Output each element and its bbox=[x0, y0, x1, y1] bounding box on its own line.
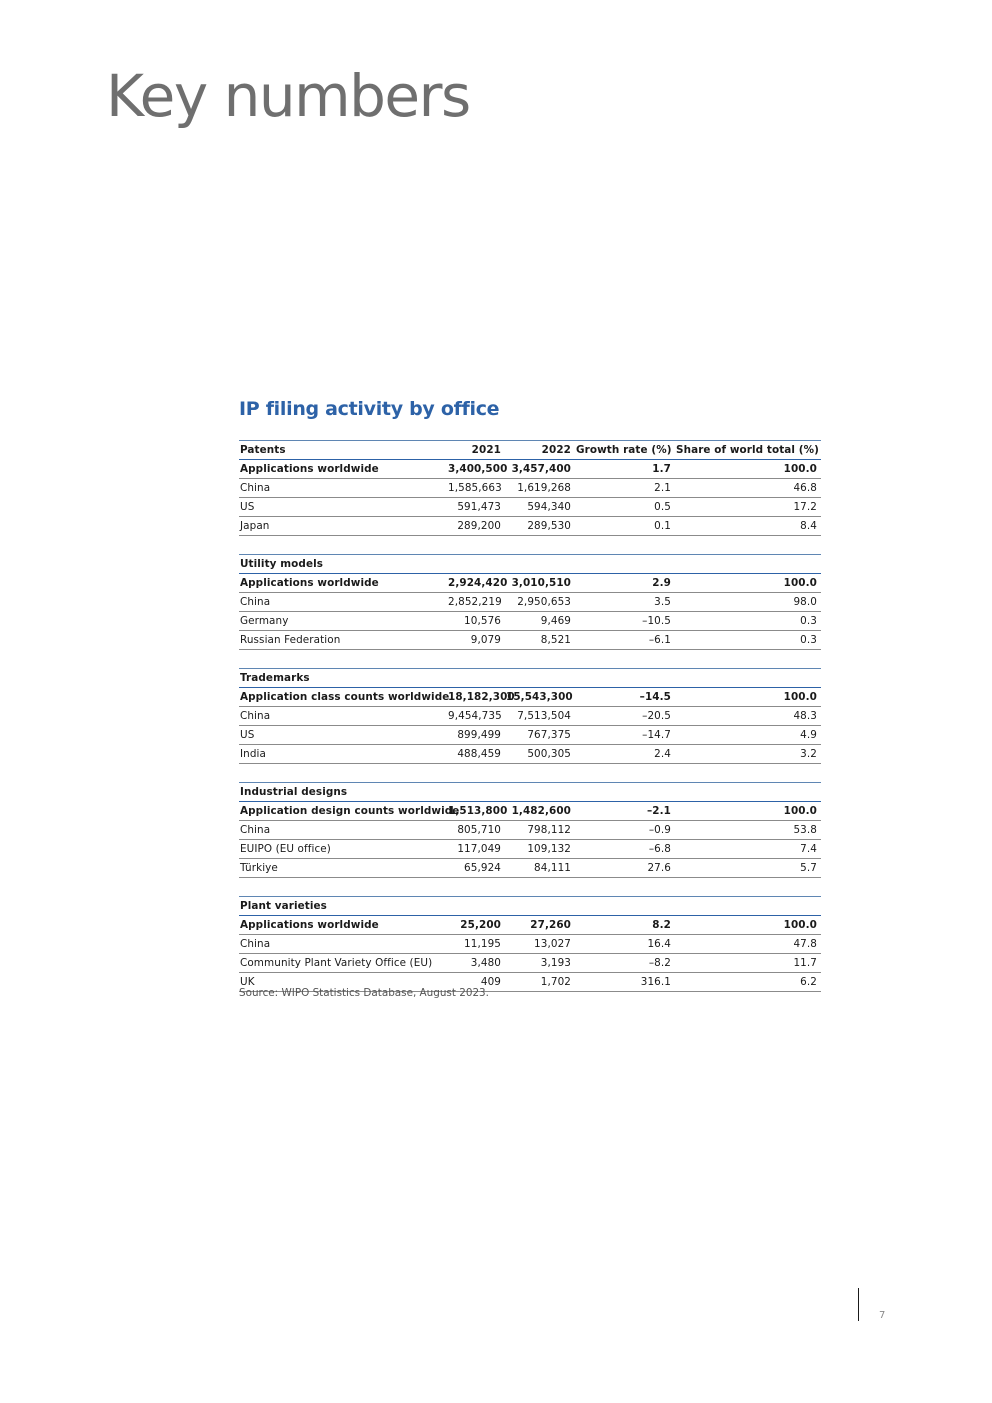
cell-y2021: 2,924,420 bbox=[447, 574, 505, 593]
table-row bbox=[239, 821, 821, 840]
cell-y2021: 11,195 bbox=[447, 935, 505, 954]
cell-y2021: 1,585,663 bbox=[447, 479, 505, 498]
section-spacer bbox=[239, 878, 821, 897]
empty-header-cell bbox=[447, 897, 505, 916]
empty-header-cell bbox=[505, 897, 575, 916]
cell-y2022: 1,702 bbox=[505, 973, 575, 992]
section-spacer bbox=[239, 650, 821, 669]
empty-header-cell bbox=[675, 783, 821, 802]
page-number-divider bbox=[858, 1288, 859, 1321]
cell-share: 6.2 bbox=[675, 973, 821, 992]
total-row bbox=[239, 802, 821, 821]
empty-header-cell bbox=[575, 897, 675, 916]
cell-share: 100.0 bbox=[675, 574, 821, 593]
empty-header-cell bbox=[675, 897, 821, 916]
section-header-row bbox=[239, 669, 821, 688]
cell-y2021: 18,182,300 bbox=[447, 688, 505, 707]
table-row bbox=[239, 593, 821, 612]
row-label: Applications worldwide bbox=[239, 574, 447, 593]
cell-y2021: 899,499 bbox=[447, 726, 505, 745]
cell-y2022: 13,027 bbox=[505, 935, 575, 954]
cell-growth: 2.9 bbox=[575, 574, 675, 593]
row-label: China bbox=[239, 935, 447, 954]
section-heading: Industrial designs bbox=[239, 783, 447, 802]
cell-share: 17.2 bbox=[675, 498, 821, 517]
row-label: US bbox=[239, 498, 447, 517]
row-label: UK bbox=[239, 973, 447, 992]
total-row bbox=[239, 574, 821, 593]
cell-share: 47.8 bbox=[675, 935, 821, 954]
cell-growth: 316.1 bbox=[575, 973, 675, 992]
cell-share: 5.7 bbox=[675, 859, 821, 878]
cell-growth: 2.4 bbox=[575, 745, 675, 764]
cell-y2022: 109,132 bbox=[505, 840, 575, 859]
cell-y2021: 409 bbox=[447, 973, 505, 992]
cell-y2021: 25,200 bbox=[447, 916, 505, 935]
table-row bbox=[239, 840, 821, 859]
cell-y2021: 289,200 bbox=[447, 517, 505, 536]
cell-share: 53.8 bbox=[675, 821, 821, 840]
empty-header-cell bbox=[447, 783, 505, 802]
cell-growth: 2.1 bbox=[575, 479, 675, 498]
cell-y2021: 3,400,500 bbox=[447, 460, 505, 479]
cell-share: 100.0 bbox=[675, 460, 821, 479]
table-row bbox=[239, 726, 821, 745]
cell-share: 8.4 bbox=[675, 517, 821, 536]
cell-share: 100.0 bbox=[675, 802, 821, 821]
cell-growth: 1.7 bbox=[575, 460, 675, 479]
cell-share: 4.9 bbox=[675, 726, 821, 745]
cell-share: 48.3 bbox=[675, 707, 821, 726]
table-title: IP filing activity by office bbox=[239, 398, 500, 420]
cell-y2021: 3,480 bbox=[447, 954, 505, 973]
row-label: US bbox=[239, 726, 447, 745]
column-header-growth: Growth rate (%) bbox=[575, 441, 675, 460]
cell-share: 100.0 bbox=[675, 916, 821, 935]
cell-share: 7.4 bbox=[675, 840, 821, 859]
cell-y2021: 9,079 bbox=[447, 631, 505, 650]
section-spacer bbox=[239, 536, 821, 555]
cell-y2022: 7,513,504 bbox=[505, 707, 575, 726]
total-row bbox=[239, 916, 821, 935]
cell-growth: –6.1 bbox=[575, 631, 675, 650]
table-row bbox=[239, 859, 821, 878]
cell-growth: 3.5 bbox=[575, 593, 675, 612]
cell-share: 3.2 bbox=[675, 745, 821, 764]
empty-header-cell bbox=[675, 555, 821, 574]
cell-y2022: 27,260 bbox=[505, 916, 575, 935]
table-row bbox=[239, 479, 821, 498]
total-row bbox=[239, 460, 821, 479]
cell-y2022: 594,340 bbox=[505, 498, 575, 517]
row-label: Türkiye bbox=[239, 859, 447, 878]
cell-y2021: 2,852,219 bbox=[447, 593, 505, 612]
total-row bbox=[239, 688, 821, 707]
empty-header-cell bbox=[447, 555, 505, 574]
column-header-y2022: 2022 bbox=[505, 441, 575, 460]
row-label: EUIPO (EU office) bbox=[239, 840, 447, 859]
cell-y2022: 15,543,300 bbox=[505, 688, 575, 707]
empty-header-cell bbox=[575, 555, 675, 574]
row-label: Application class counts worldwide bbox=[239, 688, 447, 707]
cell-y2022: 9,469 bbox=[505, 612, 575, 631]
table-row bbox=[239, 954, 821, 973]
empty-header-cell bbox=[675, 669, 821, 688]
row-label: Germany bbox=[239, 612, 447, 631]
row-label: Japan bbox=[239, 517, 447, 536]
cell-y2022: 3,193 bbox=[505, 954, 575, 973]
cell-share: 98.0 bbox=[675, 593, 821, 612]
cell-y2022: 1,482,600 bbox=[505, 802, 575, 821]
row-label: Application design counts worldwide bbox=[239, 802, 447, 821]
cell-growth: –2.1 bbox=[575, 802, 675, 821]
cell-growth: –10.5 bbox=[575, 612, 675, 631]
row-label: India bbox=[239, 745, 447, 764]
ip-filing-table-container bbox=[239, 440, 821, 992]
spacer-cell bbox=[239, 764, 821, 783]
cell-y2022: 500,305 bbox=[505, 745, 575, 764]
cell-y2021: 1,513,800 bbox=[447, 802, 505, 821]
cell-y2021: 65,924 bbox=[447, 859, 505, 878]
row-label: China bbox=[239, 479, 447, 498]
table-row bbox=[239, 745, 821, 764]
cell-growth: 8.2 bbox=[575, 916, 675, 935]
section-header-row bbox=[239, 783, 821, 802]
cell-growth: –6.8 bbox=[575, 840, 675, 859]
table-row bbox=[239, 935, 821, 954]
table-row bbox=[239, 517, 821, 536]
spacer-cell bbox=[239, 536, 821, 555]
cell-y2021: 117,049 bbox=[447, 840, 505, 859]
cell-share: 0.3 bbox=[675, 631, 821, 650]
spacer-cell bbox=[239, 878, 821, 897]
section-spacer bbox=[239, 764, 821, 783]
table-row bbox=[239, 707, 821, 726]
empty-header-cell bbox=[575, 783, 675, 802]
page-title: Key numbers bbox=[106, 62, 470, 130]
cell-y2022: 3,457,400 bbox=[505, 460, 575, 479]
spacer-cell bbox=[239, 650, 821, 669]
table-row bbox=[239, 631, 821, 650]
empty-header-cell bbox=[575, 669, 675, 688]
section-header-row bbox=[239, 441, 821, 460]
row-label: Applications worldwide bbox=[239, 916, 447, 935]
cell-growth: –20.5 bbox=[575, 707, 675, 726]
cell-y2022: 767,375 bbox=[505, 726, 575, 745]
cell-share: 100.0 bbox=[675, 688, 821, 707]
row-label: Applications worldwide bbox=[239, 460, 447, 479]
cell-y2021: 488,459 bbox=[447, 745, 505, 764]
cell-y2021: 9,454,735 bbox=[447, 707, 505, 726]
page-number: 7 bbox=[879, 1310, 886, 1321]
empty-header-cell bbox=[505, 669, 575, 688]
cell-growth: –14.7 bbox=[575, 726, 675, 745]
cell-y2022: 8,521 bbox=[505, 631, 575, 650]
cell-growth: 0.1 bbox=[575, 517, 675, 536]
section-header-row bbox=[239, 555, 821, 574]
cell-y2022: 2,950,653 bbox=[505, 593, 575, 612]
cell-share: 11.7 bbox=[675, 954, 821, 973]
cell-y2022: 1,619,268 bbox=[505, 479, 575, 498]
row-label: China bbox=[239, 707, 447, 726]
row-label: Russian Federation bbox=[239, 631, 447, 650]
ip-filing-table bbox=[239, 440, 821, 992]
empty-header-cell bbox=[447, 669, 505, 688]
section-heading: Plant varieties bbox=[239, 897, 447, 916]
row-label: China bbox=[239, 821, 447, 840]
row-label: China bbox=[239, 593, 447, 612]
cell-share: 46.8 bbox=[675, 479, 821, 498]
cell-y2021: 10,576 bbox=[447, 612, 505, 631]
table-body bbox=[239, 441, 821, 992]
column-header-share: Share of world total (%) bbox=[675, 441, 821, 460]
cell-y2021: 591,473 bbox=[447, 498, 505, 517]
cell-y2022: 3,010,510 bbox=[505, 574, 575, 593]
cell-growth: –14.5 bbox=[575, 688, 675, 707]
cell-share: 0.3 bbox=[675, 612, 821, 631]
source-note: Source: WIPO Statistics Database, August 2023. bbox=[239, 987, 489, 999]
cell-y2022: 84,111 bbox=[505, 859, 575, 878]
cell-y2022: 798,112 bbox=[505, 821, 575, 840]
section-heading: Patents bbox=[239, 441, 447, 460]
table-row bbox=[239, 498, 821, 517]
table-row bbox=[239, 612, 821, 631]
cell-growth: –0.9 bbox=[575, 821, 675, 840]
cell-growth: 16.4 bbox=[575, 935, 675, 954]
section-heading: Trademarks bbox=[239, 669, 447, 688]
empty-header-cell bbox=[505, 555, 575, 574]
cell-growth: 27.6 bbox=[575, 859, 675, 878]
cell-growth: –8.2 bbox=[575, 954, 675, 973]
empty-header-cell bbox=[505, 783, 575, 802]
cell-growth: 0.5 bbox=[575, 498, 675, 517]
section-heading: Utility models bbox=[239, 555, 447, 574]
column-header-y2021: 2021 bbox=[447, 441, 505, 460]
cell-y2022: 289,530 bbox=[505, 517, 575, 536]
row-label: Community Plant Variety Office (EU) bbox=[239, 954, 447, 973]
section-header-row bbox=[239, 897, 821, 916]
cell-y2021: 805,710 bbox=[447, 821, 505, 840]
